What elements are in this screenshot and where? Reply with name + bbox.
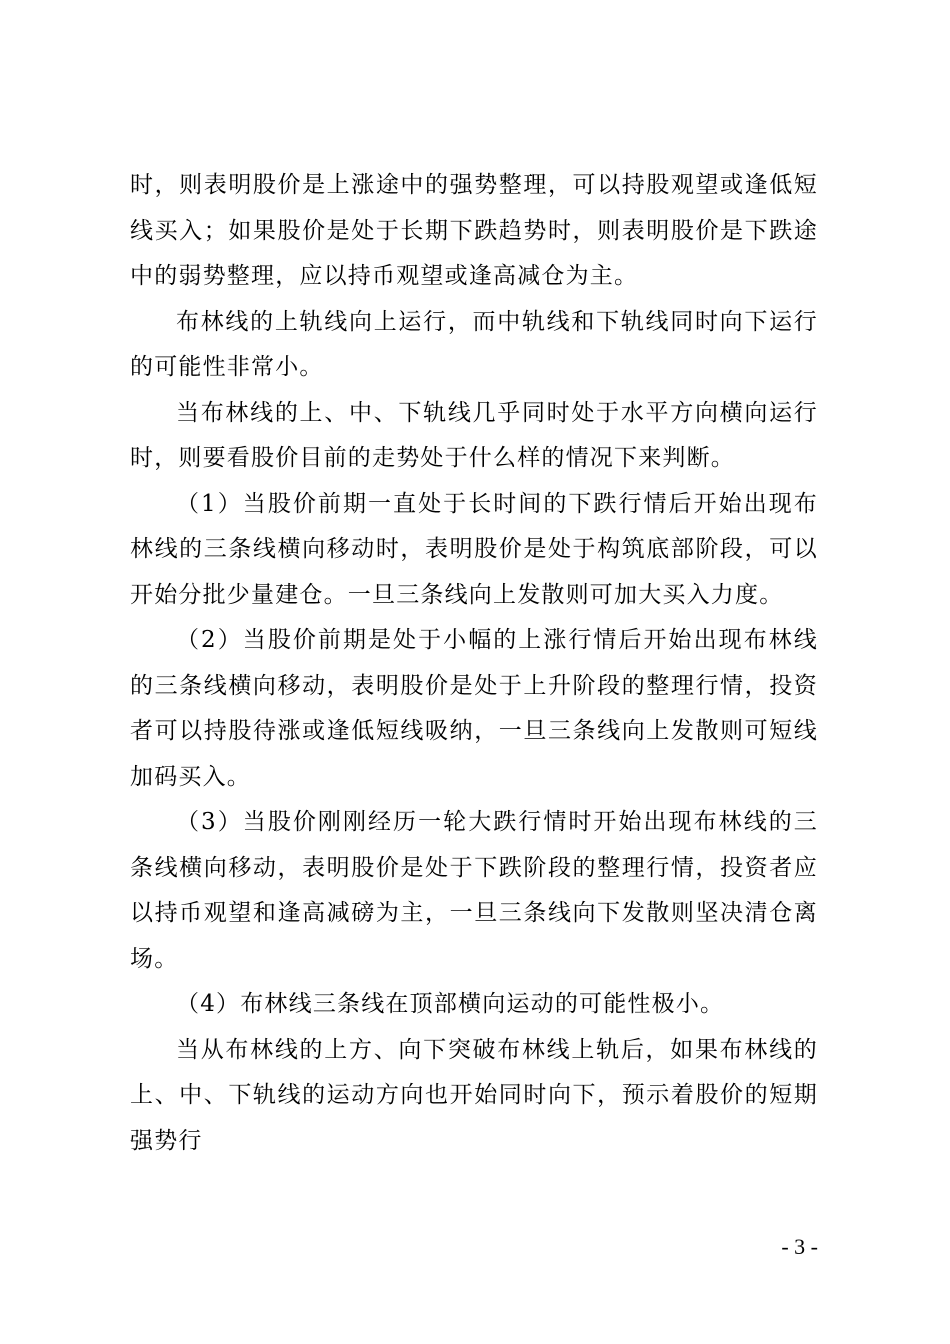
paragraph-8: 当从布林线的上方、向下突破布林线上轨后，如果布林线的上、中、下轨线的运动方向也开始同时向下，预示着股价的短期强势行: [130, 1036, 818, 1154]
paragraph-7: （4）布林线三条线在顶部横向运动的可能性极小。: [176, 991, 725, 1017]
paragraph-3: 当布林线的上、中、下轨线几乎同时处于水平方向横向运行时，则要看股价目前的走势处于什么样的情况下来判断。: [130, 399, 818, 471]
paragraph-6: （3）当股价刚刚经历一轮大跌行情时开始出现布林线的三条线横向移动，表明股价是处于下跌阶段的整理行情，投资者应以持币观望和逢高减磅为主，一旦三条线向下发散则坚决清仓离场。: [130, 809, 818, 972]
paragraph-2: 布林线的上轨线向上运行，而中轨线和下轨线同时向下运行的可能性非常小。: [130, 308, 818, 380]
body-text: [130, 163, 818, 1164]
paragraph-4: （1）当股价前期一直处于长时间的下跌行情后开始出现布林线的三条线横向移动时，表明股价是处于构筑底部阶段，可以开始分批少量建仓。一旦三条线向上发散则可加大买入力度。: [130, 490, 818, 608]
paragraph-1: 时，则表明股价是上涨途中的强势整理，可以持股观望或逢低短线买入；如果股价是处于长期下跌趋势时，则表明股价是下跌途中的弱势整理，应以持币观望或逢高减仓为主。: [130, 172, 818, 289]
page-number: - 3 -: [781, 1234, 818, 1259]
paragraph-5: （2）当股价前期是处于小幅的上涨行情后开始出现布林线的三条线横向移动，表明股价是处于上升阶段的整理行情，投资者可以持股待涨或逢低短线吸纳，一旦三条线向上发散则可短线加码买入。: [130, 627, 818, 790]
